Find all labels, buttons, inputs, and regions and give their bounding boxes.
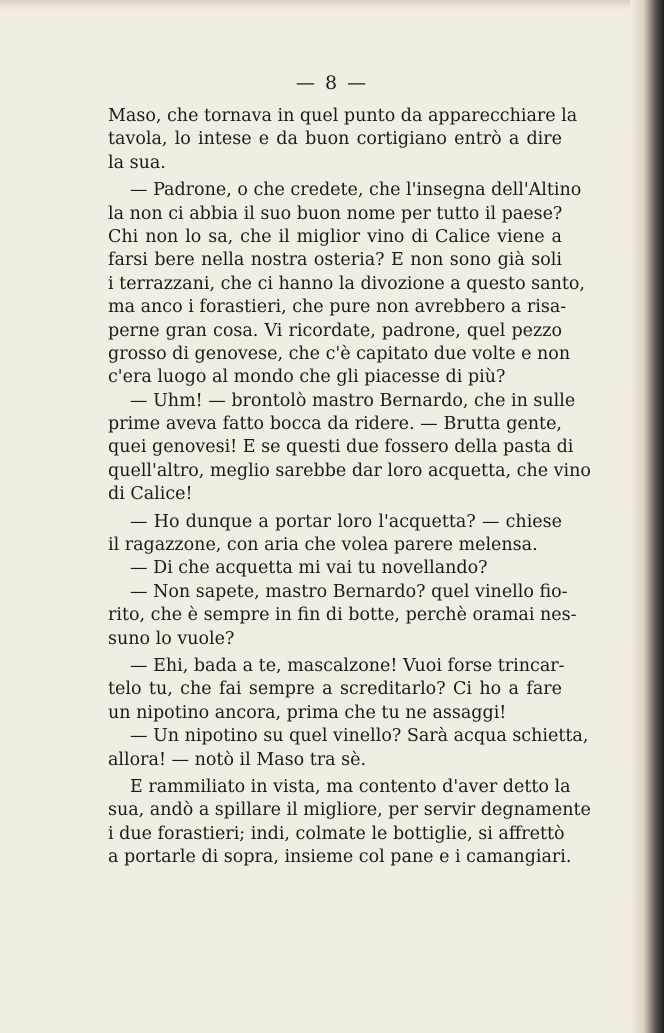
body-text [108,105,591,870]
text-line: E rammiliato in vista, ma contento d'aver detto la [130,776,571,797]
text-line: — Non sapete, mastro Bernardo? quel vinello fio- [130,581,568,602]
text-line: — Ho dunque a portar loro l'acquetta? — chiese [130,511,562,532]
text-line: tavola, lo intese e da buon cortigiano entrò a dire [108,129,562,150]
text-line: quell'altro, meglio sarebbe dar loro acquetta, che vino [108,460,591,481]
text-line: telo tu, che fai sempre a screditarlo? Ci ho a fare [108,679,562,700]
text-line: il ragazzone, con aria che volea parere melensa. [108,535,538,556]
text-line: — Di che acquetta mi vai tu novellando? [130,558,488,579]
text-line: — Uhm! — brontolò mastro Bernardo, che in sulle [130,390,576,411]
scan-right-edge-shadow [630,0,664,1033]
text-line: — Padrone, o che credete, che l'insegna dell'Altino [130,180,582,201]
text-line: sua, andò a spillare il migliore, per servir degnamente [108,800,591,821]
text-line: allora! — notò il Maso tra sè. [108,749,367,770]
text-line: i due forastieri; indi, colmate le bottiglie, si affrettò [108,823,565,844]
text-line: i terrazzani, che ci hanno la divozione a questo santo, [108,273,585,294]
text-line: farsi bere nella nostra osteria? E non sono già soli [108,250,562,271]
text-line: di Calice! [108,484,193,505]
text-line: prime aveva fatto bocca da ridere. — Brutta gente, [108,414,562,435]
text-line: la sua. [108,152,166,173]
text-line: c'era luogo al mondo che gli piacesse di più? [108,367,506,388]
text-line: ma anco i forastieri, che pure non avrebbero a risa- [108,297,567,318]
text-line: a portarle di sopra, insieme col pane e i camangiari. [108,847,572,868]
text-line: — Ehi, bada a te, mascalzone! Vuoi forse trincar- [130,655,565,676]
text-line: quei genovesi! E se questi due fossero della pasta di [108,437,574,458]
text-line: suno lo vuole? [108,628,235,649]
page-number: — 8 — [295,72,369,94]
text-line: Maso, che tornava in quel punto da apparecchiare la [108,106,578,126]
text-line: Chi non lo sa, che il miglior vino di Calice viene a [108,226,562,247]
text-line: perne gran cosa. Vi ricordate, padrone, quel pezzo [108,320,562,341]
text-line: rito, che è sempre in fin di botte, perchè oramai nes- [108,605,577,626]
text-line: — Un nipotino su quel vinello? Sarà acqua schietta, [130,726,589,747]
text-line: grosso di genovese, che c'è capitato due volte e non [108,343,571,364]
text-line: un nipotino ancora, prima che tu ne assaggi! [108,702,507,723]
scan-top-shadow [0,0,664,10]
text-line: la non ci abbia il suo buon nome per tutto il paese? [108,203,563,224]
